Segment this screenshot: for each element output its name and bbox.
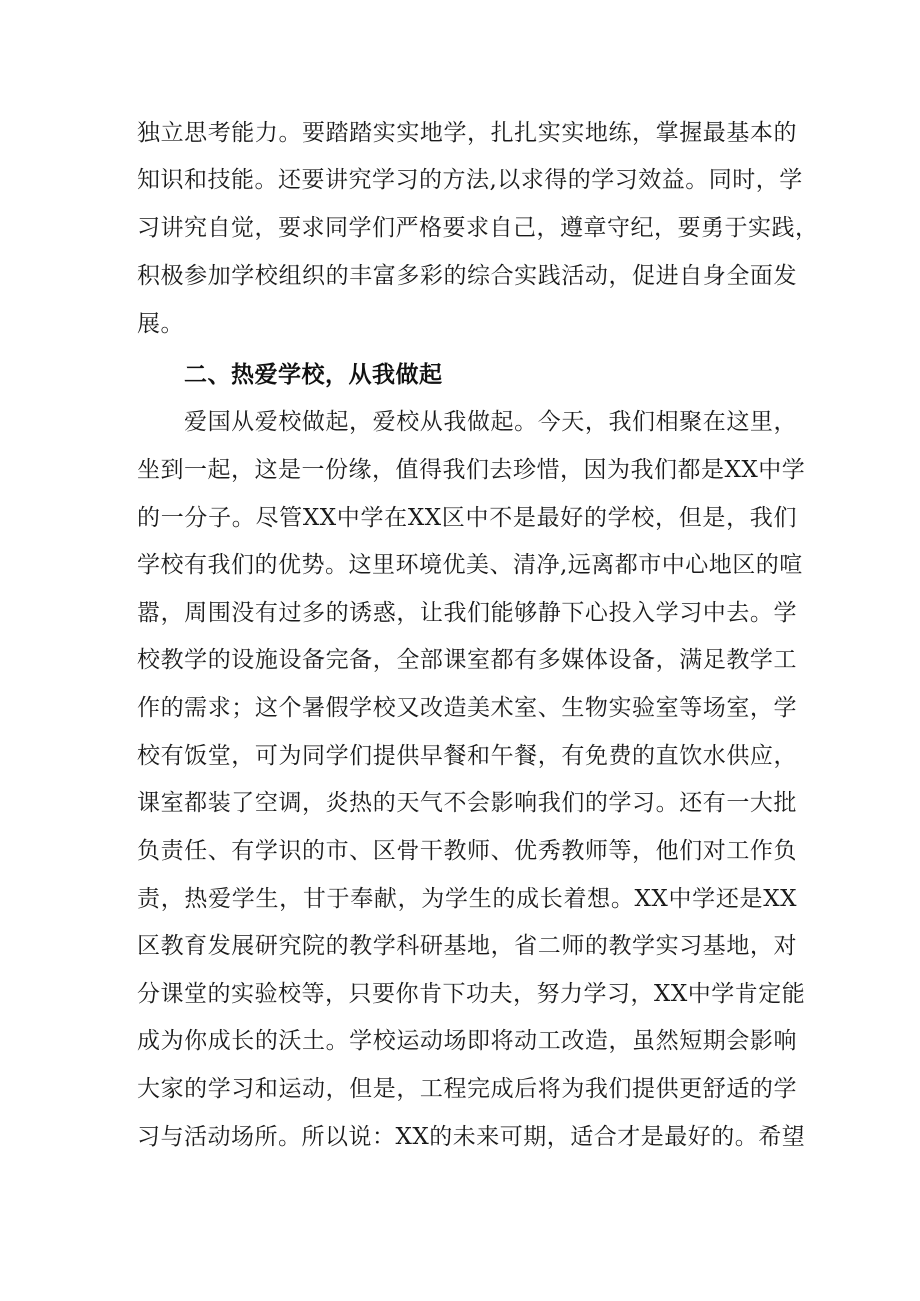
paragraph-2-line-13: 分课堂的实验校等，只要你肯下功夫，努力学习，XX中学肯定能 bbox=[137, 981, 806, 1007]
paragraph-2-line-11: 责，热爱学生，甘于奉献，为学生的成长着想。XX中学还是XX bbox=[137, 886, 797, 912]
paragraph-2-line-10: 负责任、有学识的市、区骨干教师、优秀教师等，他们对工作负 bbox=[137, 838, 797, 864]
section-heading: 二、热爱学校，从我做起 bbox=[184, 362, 443, 388]
paragraph-2-line-1: 爱国从爱校做起，爱校从我做起。今天，我们相聚在这里， bbox=[184, 409, 797, 435]
paragraph-2-line-15: 大家的学习和运动，但是，工程完成后将为我们提供更舒适的学 bbox=[137, 1076, 797, 1102]
paragraph-2-line-7: 作的需求；这个暑假学校又改造美术室、生物实验室等场室，学 bbox=[137, 695, 797, 721]
paragraph-2-line-6: 校教学的设施设备完备，全部课室都有多媒体设备，满足教学工 bbox=[137, 647, 797, 673]
paragraph-1-line-1: 独立思考能力。要踏踏实实地学，扎扎实实地练，掌握最基本的 bbox=[137, 120, 797, 146]
paragraph-2-line-16: 习与活动场所。所以说：XX的未来可期，适合才是最好的。希望 bbox=[137, 1124, 806, 1150]
paragraph-2-line-9: 课室都装了空调，炎热的天气不会影响我们的学习。还有一大批 bbox=[137, 790, 797, 816]
paragraph-2-line-3: 的一分子。尽管XX中学在XX区中不是最好的学校，但是，我们 bbox=[137, 505, 797, 531]
paragraph-1-line-4: 积极参加学校组织的丰富多彩的综合实践活动，促进自身全面发 bbox=[137, 263, 797, 289]
paragraph-1-line-5: 展。 bbox=[137, 311, 184, 337]
paragraph-2-line-5: 嚣，周围没有过多的诱惑，让我们能够静下心投入学习中去。学 bbox=[137, 600, 797, 626]
paragraph-2-line-2: 坐到一起，这是一份缘，值得我们去珍惜，因为我们都是XX中学 bbox=[137, 457, 806, 483]
paragraph-2-line-14: 成为你成长的沃土。学校运动场即将动工改造，虽然短期会影响 bbox=[137, 1028, 797, 1054]
paragraph-2-line-8: 校有饭堂，可为同学们提供早餐和午餐，有免费的直饮水供应， bbox=[137, 743, 797, 769]
paragraph-1-line-2: 知识和技能。还要讲究学习的方法,以求得的学习效益。同时，学 bbox=[137, 167, 803, 193]
paragraph-2-line-4: 学校有我们的优势。这里环境优美、清净,远离都市中心地区的喧 bbox=[137, 552, 803, 578]
paragraph-2-line-12: 区教育发展研究院的教学科研基地，省二师的教学实习基地，对 bbox=[137, 933, 797, 959]
paragraph-1-line-3: 习讲究自觉，要求同学们严格要求自己，遵章守纪，要勇于实践， bbox=[137, 215, 819, 241]
